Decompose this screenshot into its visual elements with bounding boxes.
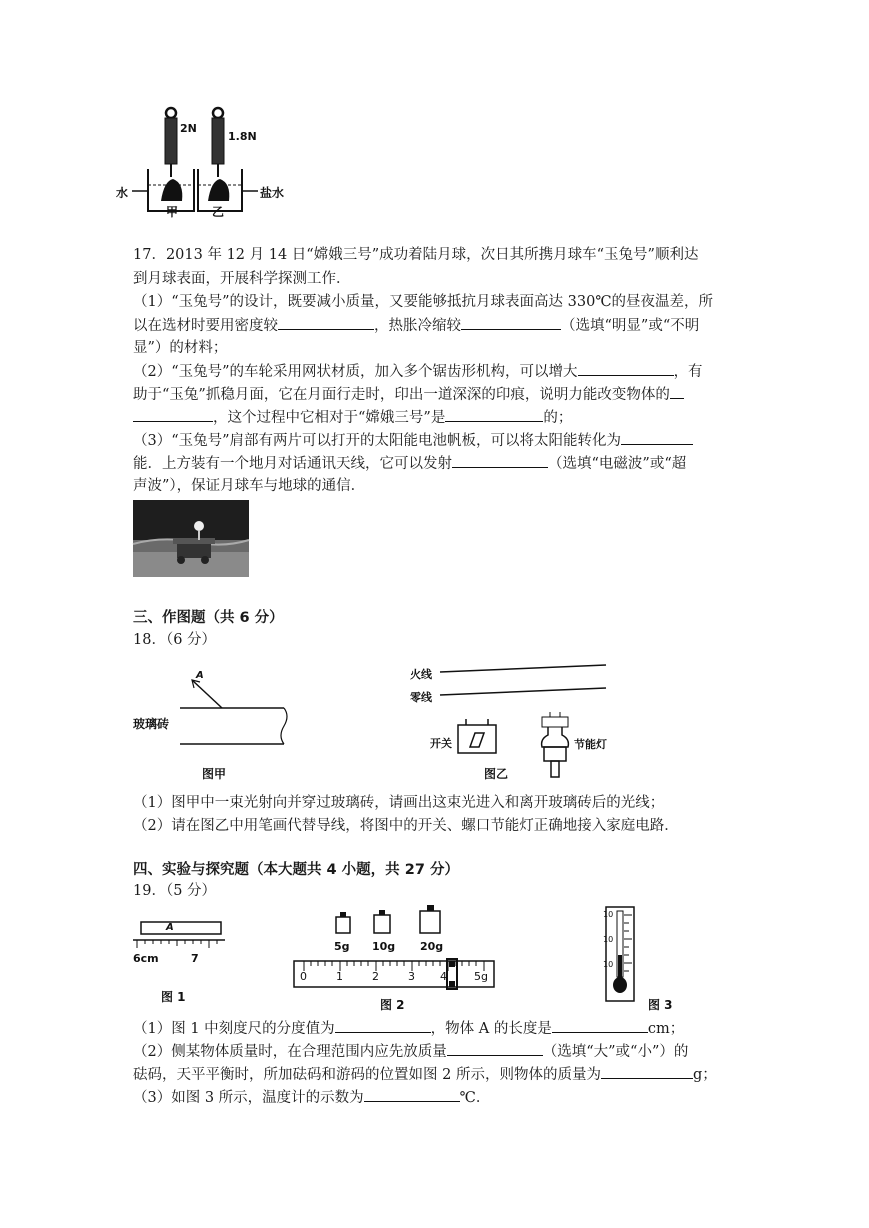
ruler-label-7: 7 (191, 952, 199, 965)
label-water: 水 (116, 186, 129, 200)
thermometer-diagram (600, 905, 640, 1003)
answer-blank[interactable] (364, 1087, 460, 1102)
q17-intro-line1: 17．2013 年 12 月 14 日“嫦娥三号”成功着陆月球，次日其所携月球车“玉兔号”顺利达 (133, 247, 699, 263)
scale-label-3: 3 (408, 970, 415, 983)
caption-fig-jia: 图甲 (202, 767, 227, 781)
q17-part3-line3: 声波”），保证月球车与地球的通信． (133, 478, 366, 494)
thermo-mark-top: 10 (603, 910, 614, 919)
answer-blank[interactable] (578, 361, 674, 376)
label-live-wire: 火线 (410, 668, 432, 681)
thermo-mark-mid: 10 (603, 935, 614, 944)
spring-scale-diagram (128, 105, 288, 223)
answer-blank[interactable] (621, 430, 693, 445)
label-energy-saving-lamp: 节能灯 (574, 738, 607, 751)
caption-fig3: 图 3 (648, 998, 673, 1012)
label-salt-water: 盐水 (260, 186, 285, 200)
reading-b: 1.8N (228, 130, 257, 143)
q17-part3-line1: （3）“玉兔号”肩部有两片可以打开的太阳能电池帆板，可以将太阳能转化为 (133, 430, 693, 451)
answer-blank[interactable] (461, 315, 561, 330)
ruler-label-6cm: 6cm (133, 952, 159, 965)
answer-blank[interactable] (552, 1018, 648, 1033)
answer-blank[interactable] (670, 384, 684, 399)
scale-label-0: 0 (300, 970, 307, 983)
caption-fig1: 图 1 (161, 990, 186, 1004)
q17-part2-line2: 助于“玉兔”抓稳月面，它在月面行走时，印出一道深深的印痕，说明力能改变物体的 (133, 384, 684, 405)
q17-part2-line1: （2）“玉兔号”的车轮采用网状材质，加入多个锯齿形机构，可以增大 ，有 (133, 361, 703, 382)
answer-blank[interactable] (447, 1041, 543, 1056)
weight-20g: 20g (420, 940, 444, 953)
scale-label-1: 1 (336, 970, 343, 983)
q17-part1-line3: 显”）的材料； (133, 340, 228, 356)
q17-intro-line2: 到月球表面，开展科学探测工作． (133, 271, 351, 287)
caption-yi: 乙 (212, 205, 225, 219)
weight-10g: 10g (372, 940, 396, 953)
question-18-number: 18．（6 分） (133, 632, 217, 648)
answer-blank[interactable] (601, 1064, 693, 1079)
answer-blank[interactable] (133, 407, 213, 422)
scale-label-4: 4 (440, 970, 447, 983)
section-3-title: 三、作图题（共 6 分） (133, 610, 284, 626)
question-19-number: 19．（5 分） (133, 883, 217, 899)
q18-part2: （2）请在图乙中用笔画代替导线，将图中的开关、螺口节能灯正确地接入家庭电路． (133, 818, 679, 834)
answer-blank[interactable] (452, 453, 548, 468)
circuit-diagram (430, 655, 620, 780)
q18-part1: （1）图甲中一束光射向并穿过玻璃砖，请画出这束光进入和离开玻璃砖后的光线； (133, 795, 665, 811)
label-glass-brick: 玻璃砖 (133, 717, 170, 731)
section-4-title: 四、实验与探究题（本大题共 4 小题，共 27 分） (133, 862, 459, 878)
q17-part1-line1: （1）“玉兔号”的设计，既要减小质量，又要能够抵抗月球表面高达 330℃的昼夜温差，所 (133, 294, 714, 310)
q19-part3: （3）如图 3 所示，温度计的示数为 ℃． (133, 1087, 490, 1108)
moon-rover-photo (133, 500, 249, 577)
ruler-object-a: A (166, 922, 174, 933)
weight-5g: 5g (334, 940, 350, 953)
thermo-mark-low: 10 (603, 960, 614, 969)
scale-label-5g: 5g (474, 970, 488, 983)
q19-part1: （1）图 1 中刻度尺的分度值为 ，物体 A 的长度是 cm； (133, 1018, 684, 1039)
caption-fig-yi: 图乙 (484, 767, 509, 781)
label-switch: 开关 (430, 737, 452, 750)
caption-jia: 甲 (166, 205, 179, 219)
q19-part2-line2: 砝码，天平平衡时，所加砝码和游码的位置如图 2 所示，则物体的质量为 g； (133, 1064, 717, 1085)
reading-a: 2N (180, 122, 197, 135)
answer-blank[interactable] (445, 407, 543, 422)
glass-block-diagram (180, 670, 300, 750)
caption-fig2: 图 2 (380, 998, 405, 1012)
q17-part1-line2: 以在选材时要用密度较 ，热胀冷缩较 （选填“明显”或“不明 (133, 315, 699, 336)
q19-part2-line1: （2）侧某物体质量时，在合理范围内应先放质量 （选填“大”或“小”）的 (133, 1041, 688, 1062)
label-neutral-wire: 零线 (410, 691, 432, 704)
label-point-a: A (196, 670, 204, 681)
q17-part3-line2: 能．上方装有一个地月对话通讯天线，它可以发射 （选填“电磁波”或“超 (133, 453, 686, 474)
q17-part2-line3: ，这个过程中它相对于“嫦娥三号”是 的； (133, 407, 572, 428)
answer-blank[interactable] (278, 315, 374, 330)
scale-label-2: 2 (372, 970, 379, 983)
answer-blank[interactable] (335, 1018, 431, 1033)
